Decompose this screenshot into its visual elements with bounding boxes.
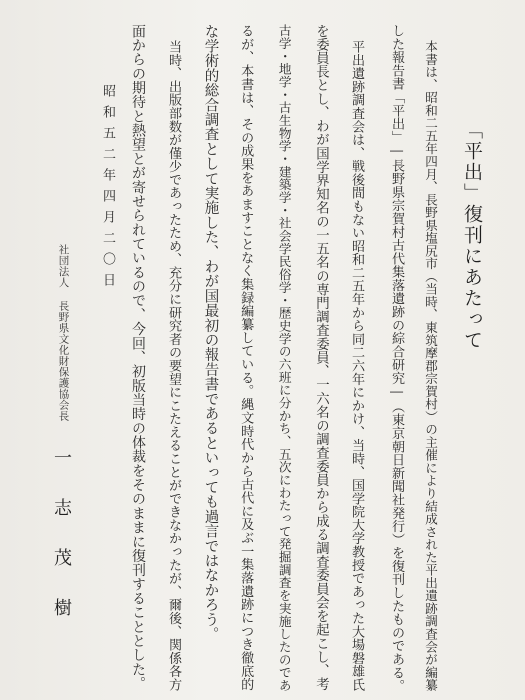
signatory-name: 一志茂樹 xyxy=(51,448,72,648)
date: 昭和五二年四月二〇日 xyxy=(100,84,115,294)
page-title: 「平出」復刊にあたって xyxy=(461,120,483,351)
body-line: した報告書「平出」―長野県宗賀村古代集落遺跡の綜合研究―（東京朝日新聞社発行）を復刊したものである。 xyxy=(389,24,405,693)
body-line: るが、本書は、その成果をあますことなく集録編纂している。縄文時代から古代に及ぶ一集落遺跡につき徹底的 xyxy=(238,24,254,691)
body-line: な学術的総合調査として実施した、わが国最初の報告書であるといっても過言ではなかろう。 xyxy=(202,24,219,642)
body-line: 本書は、昭和二五年四月、長野県塩尻市（当時、東筑摩郡宗賀村）の主催により結成された平出遺跡調査会が編纂 xyxy=(423,40,439,692)
body-line: 面からの期待と熱望とが寄せられているので、今回、初版当時の体裁をそのままに復刊することとした。 xyxy=(128,24,145,691)
body-line: 当時、出版部数が僅少であったため、充分に研究者の要望にこたえることができなかったが、爾後、関係各方 xyxy=(166,40,182,692)
organization: 社団法人 長野県文化財保護協会長 xyxy=(57,244,70,422)
body-line: を委員長とし、わが国学界知名の一五名の専門調査委員、一六名の調査委員から成る調査委員会を起こし、考 xyxy=(313,24,329,691)
body-line: 古学・地学・古生物学・建築学・社会学民俗学・歴史学の六班に分かち、五次にわたって発掘調査を実施したのであ xyxy=(276,24,292,692)
body-line: 平出遺跡調査会は、戦後間もない昭和二五年から同二六年にかけ、当時、国学院大学教授であった大場磐雄氏 xyxy=(349,40,365,692)
